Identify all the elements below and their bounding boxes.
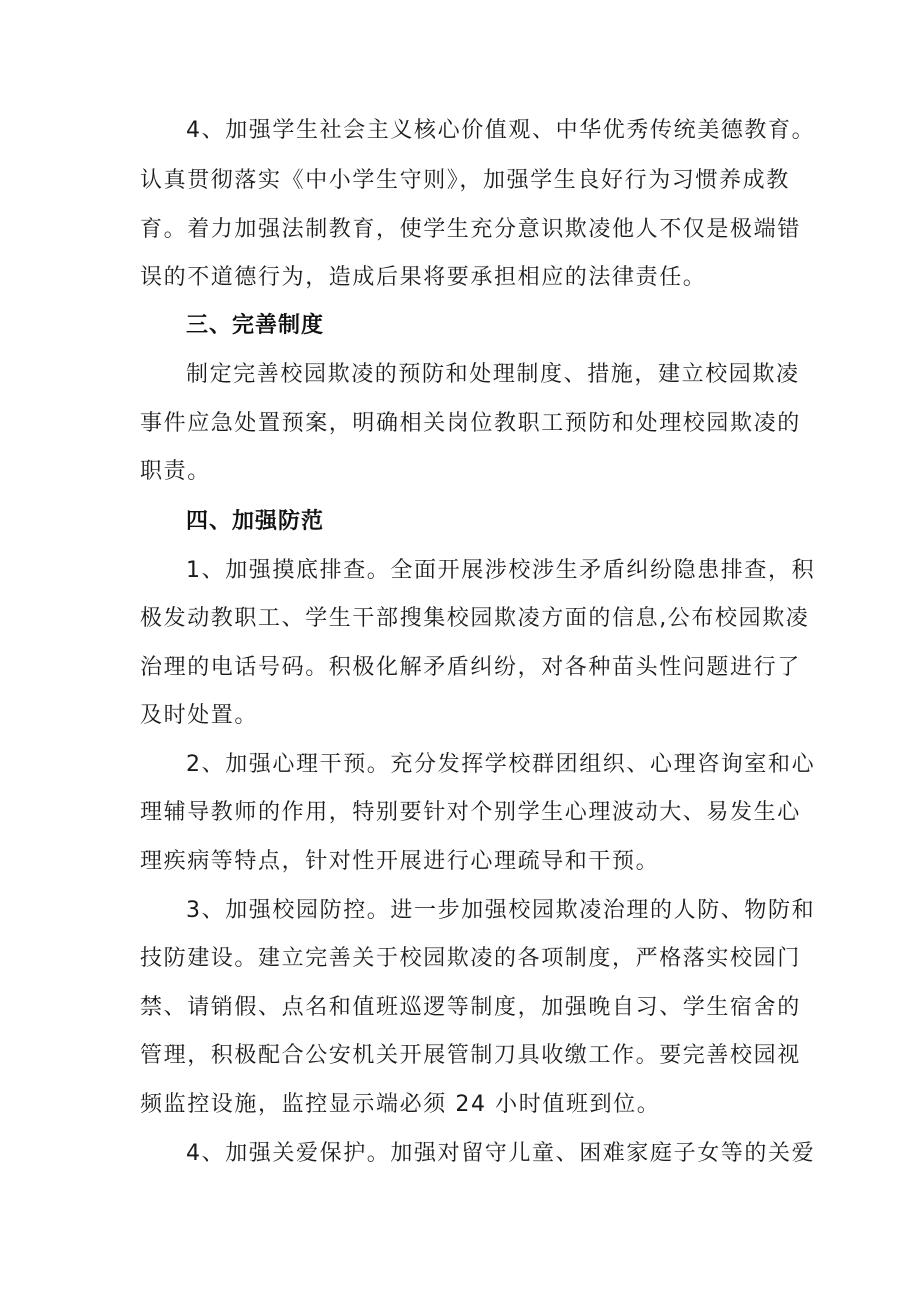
paragraph-line: 理辅导教师的作用，特别要针对个别学生心理波动大、易发生心 [140,800,801,825]
paragraph-line: 4、加强学生社会主义核心价值观、中华优秀传统美德教育。 [186,118,816,143]
section-heading: 三、完善制度 [186,313,325,338]
paragraph-line: 技防建设。建立完善关于校园欺凌的各项制度，严格落实校园门 [140,946,801,971]
paragraph-line: 误的不道德行为，造成后果将要承担相应的法律责任。 [140,265,707,290]
paragraph-line: 3、加强校园防控。进一步加强校园欺凌治理的人防、物防和 [186,898,816,923]
section-heading: 四、加强防范 [186,509,325,534]
paragraph-line: 极发动教职工、学生干部搜集校园欺凌方面的信息,公布校园欺凌 [140,606,810,631]
paragraph-line: 禁、请销假、点名和值班巡逻等制度，加强晚自习、学生宿舍的 [140,995,801,1020]
paragraph-line: 认真贯彻落实《中小学生守则》，加强学生良好行为习惯养成教 [140,168,790,193]
paragraph-line: 治理的电话号码。积极化解矛盾纠纷，对各种苗头性问题进行了 [140,655,801,680]
paragraph-line: 理疾病等特点，针对性开展进行心理疏导和干预。 [140,849,660,874]
paragraph-line: 育。着力加强法制教育，使学生充分意识欺凌他人不仅是极端错 [140,217,801,242]
paragraph-line: 管理，积极配合公安机关开展管制刀具收缴工作。要完善校园视 [140,1043,801,1068]
paragraph-line: 2、加强心理干预。充分发挥学校群团组织、心理咨询室和心 [186,752,816,777]
paragraph-line: 频监控设施，监控显示端必须 24 小时值班到位。 [140,1092,661,1117]
paragraph-line: 职责。 [140,459,211,484]
paragraph-line: 事件应急处置预案，明确相关岗位教职工预防和处理校园欺凌的 [140,411,801,436]
paragraph-line: 及时处置。 [140,703,259,728]
paragraph-line: 1、加强摸底排查。全面开展涉校涉生矛盾纠纷隐患排查，积 [186,558,816,583]
paragraph-line: 4、加强关爱保护。加强对留守儿童、困难家庭子女等的关爱 [186,1141,816,1166]
paragraph-line: 制定完善校园欺凌的预防和处理制度、措施，建立校园欺凌 [186,362,800,387]
